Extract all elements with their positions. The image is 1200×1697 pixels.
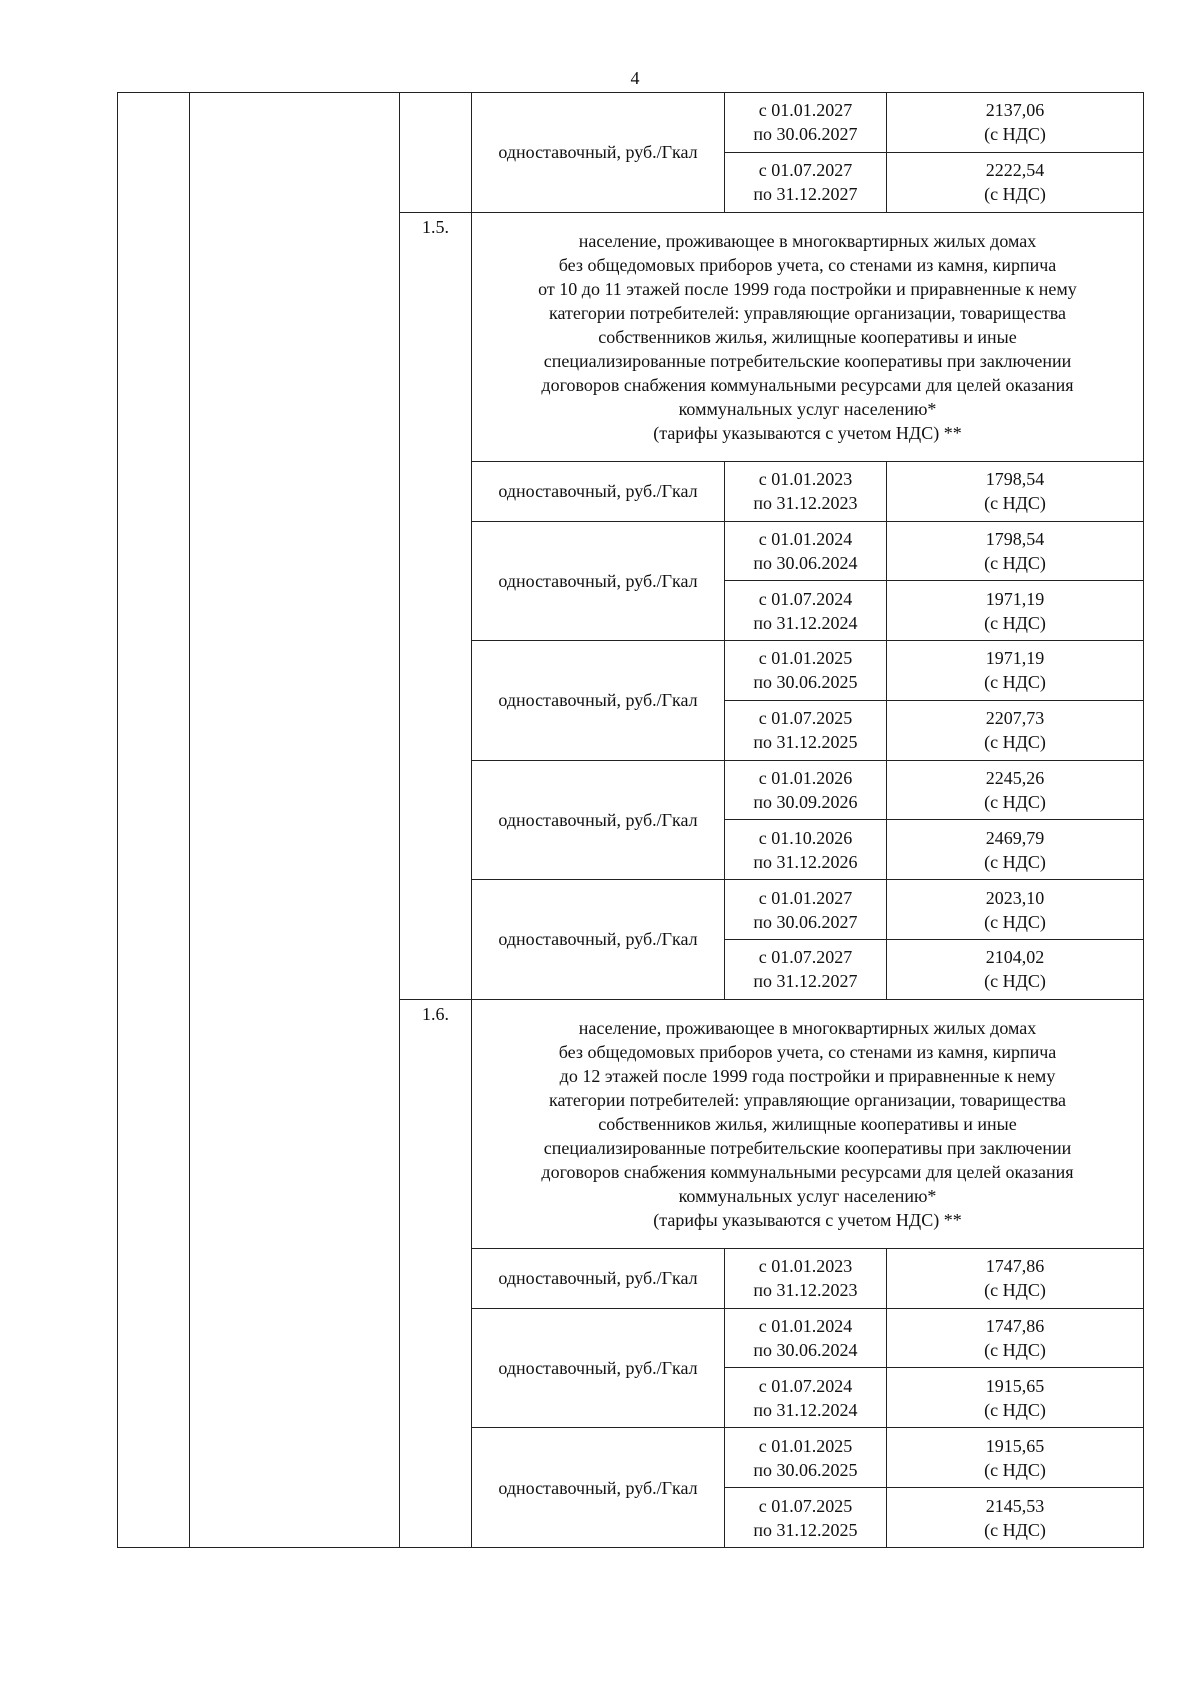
tariff-value: 1971,19 [985,648,1045,669]
section-code: 1.6. [400,999,472,1547]
period-to: по 30.09.2026 [753,792,858,812]
tariff-value: 1915,65 [985,1375,1045,1396]
units-cell [472,760,725,880]
tariff-value: 2137,06 [985,100,1045,121]
period-from: с 01.01.2027 [758,100,853,121]
vat-note: (с НДС) [984,1459,1046,1480]
vat-note: (с НДС) [984,124,1046,145]
period-cell [725,461,887,521]
units-cell [472,1428,725,1548]
blank-code-cell [400,93,472,213]
description-line: (тарифы указываются с учетом НДС) ** [653,1209,962,1230]
period-to: по 31.12.2027 [753,971,858,992]
tariff-table [117,92,1144,1548]
period-from: с 01.07.2025 [758,1495,853,1516]
blank-col-1 [118,93,190,1548]
tariff-value: 2222,54 [985,160,1045,181]
period-from: с 01.07.2025 [758,708,853,729]
period-to: по 31.12.2027 [753,184,858,205]
vat-note: (с НДС) [984,672,1046,693]
period-to: по 31.12.2025 [753,1519,858,1540]
vat-note: (с НДС) [984,971,1046,992]
section-code: 1.5. [400,212,472,999]
description-line: коммунальных услуг населению* [678,1185,937,1206]
units-label: одноставочный, руб./Гкал [498,690,698,711]
table-row [118,93,1144,153]
description-line: договоров снабжения коммунальными ресурсами для целей оказания [541,374,1074,395]
description-line: население, проживающее в многоквартирных жилых домах [578,230,1037,251]
period-from: с 01.07.2027 [758,947,853,968]
period-to: по 30.06.2024 [753,552,858,573]
units-cell [472,880,725,1000]
tariff-value: 1915,65 [985,1435,1045,1456]
page-number: 4 [630,68,640,88]
description-line: категории потребителей: управляющие организации, товарищества [549,1089,1066,1110]
units-cell [472,461,725,521]
tariff-value: 2145,53 [985,1495,1045,1516]
units-label: одноставочный, руб./Гкал [498,142,698,163]
period-to: по 30.06.2025 [753,672,858,693]
period-to: по 30.06.2024 [753,1340,858,1361]
period-to: по 30.06.2027 [753,911,858,932]
period-from: с 01.01.2026 [758,768,853,788]
tariff-value: 1747,86 [985,1256,1045,1277]
description-line: собственников жилья, жилищные кооперативы и иные [598,1113,1017,1134]
period-cell [725,700,887,760]
vat-note: (с НДС) [984,552,1046,573]
vat-note: (с НДС) [984,184,1046,205]
period-from: с 01.01.2025 [758,1435,853,1456]
period-from: с 01.07.2027 [758,160,853,181]
period-cell [725,93,887,153]
period-to: по 31.12.2026 [753,851,858,872]
period-cell [725,939,887,999]
period-from: с 01.07.2024 [758,588,853,609]
tariff-value-cell [887,700,1144,760]
vat-note: (с НДС) [984,1399,1046,1420]
period-cell [725,1428,887,1488]
tariff-value-cell [887,1428,1144,1488]
period-from: с 01.10.2026 [758,827,853,848]
tariff-value-cell [887,521,1144,581]
vat-note: (с НДС) [984,1340,1046,1361]
tariff-value: 2245,26 [985,768,1045,788]
units-cell [472,93,725,213]
tariff-value: 2469,79 [985,827,1045,848]
tariff-value: 2104,02 [985,947,1045,968]
blank-col-2 [190,93,400,1548]
description-line: без общедомовых приборов учета, со стенами из камня, кирпича [558,1041,1057,1062]
tariff-value-cell [887,820,1144,880]
tariff-value-cell [887,581,1144,641]
period-cell [725,1488,887,1548]
tariff-value-cell [887,152,1144,212]
period-cell [725,581,887,641]
period-from: с 01.07.2024 [758,1375,853,1396]
units-label: одноставочный, руб./Гкал [498,1477,698,1498]
description-line: специализированные потребительские кооперативы при заключении [543,1137,1072,1158]
tariff-value: 1798,54 [985,528,1045,549]
period-from: с 01.01.2023 [758,469,853,490]
description-line: коммунальных услуг населению* [678,398,937,419]
description-line: категории потребителей: управляющие организации, товарищества [549,302,1066,323]
units-label: одноставочный, руб./Гкал [498,1357,698,1378]
vat-note: (с НДС) [984,1519,1046,1540]
vat-note: (с НДС) [984,911,1046,932]
tariff-value-cell [887,461,1144,521]
period-cell [725,1308,887,1368]
description-line: население, проживающее в многоквартирных жилых домах [578,1017,1037,1038]
vat-note: (с НДС) [984,732,1046,753]
units-label: одноставочный, руб./Гкал [498,1268,698,1289]
period-to: по 31.12.2025 [753,732,858,753]
units-cell [472,1248,725,1308]
description-line: до 12 этажей после 1999 года постройки и приравненные к нему [559,1065,1056,1086]
tariff-value-cell [887,641,1144,701]
period-cell [725,641,887,701]
period-cell [725,1368,887,1428]
period-from: с 01.01.2024 [758,1316,853,1337]
vat-note: (с НДС) [984,851,1046,872]
description-line: от 10 до 11 этажей после 1999 года постройки и приравненные к нему [538,278,1077,299]
period-cell [725,521,887,581]
period-from: с 01.01.2024 [758,528,853,549]
description-line: специализированные потребительские кооперативы при заключении [543,350,1072,371]
description-line: без общедомовых приборов учета, со стенами из камня, кирпича [558,254,1057,275]
period-cell [725,1248,887,1308]
tariff-value: 2207,73 [985,708,1045,729]
vat-note: (с НДС) [984,612,1046,633]
section-description [472,212,1144,461]
description-line: договоров снабжения коммунальными ресурсами для целей оказания [541,1161,1074,1182]
tariff-value: 2023,10 [985,887,1045,908]
tariff-value-cell [887,1368,1144,1428]
period-from: с 01.01.2025 [758,648,853,669]
period-to: по 30.06.2027 [753,124,858,145]
units-cell [472,641,725,761]
units-label: одноставочный, руб./Гкал [498,809,698,830]
units-label: одноставочный, руб./Гкал [498,481,698,502]
period-from: с 01.01.2027 [758,887,853,908]
period-from: с 01.01.2023 [758,1256,853,1277]
vat-note: (с НДС) [984,1280,1046,1301]
description-line: (тарифы указываются с учетом НДС) ** [653,422,962,443]
description-line: собственников жилья, жилищные кооперативы и иные [598,326,1017,347]
period-cell [725,880,887,940]
period-to: по 30.06.2025 [753,1459,858,1480]
tariff-value-cell [887,1308,1144,1368]
period-cell [725,152,887,212]
period-cell [725,820,887,880]
units-label: одноставочный, руб./Гкал [498,929,698,950]
tariff-value: 1798,54 [985,469,1045,490]
units-cell [472,521,725,641]
tariff-value: 1971,19 [985,588,1045,609]
period-to: по 31.12.2023 [753,1280,858,1301]
units-cell [472,1308,725,1428]
tariff-value-cell [887,939,1144,999]
tariff-value-cell [887,93,1144,153]
tariff-value-cell [887,760,1144,820]
tariff-value-cell [887,880,1144,940]
tariff-value-cell [887,1488,1144,1548]
period-to: по 31.12.2024 [753,612,858,633]
period-cell [725,760,887,820]
period-to: по 31.12.2024 [753,1399,858,1420]
section-description [472,999,1144,1248]
units-label: одноставочный, руб./Гкал [498,570,698,591]
vat-note: (с НДС) [984,493,1046,514]
period-to: по 31.12.2023 [753,493,858,514]
vat-note: (с НДС) [984,792,1046,812]
tariff-body [118,93,1144,1548]
tariff-value: 1747,86 [985,1316,1045,1337]
tariff-value-cell [887,1248,1144,1308]
